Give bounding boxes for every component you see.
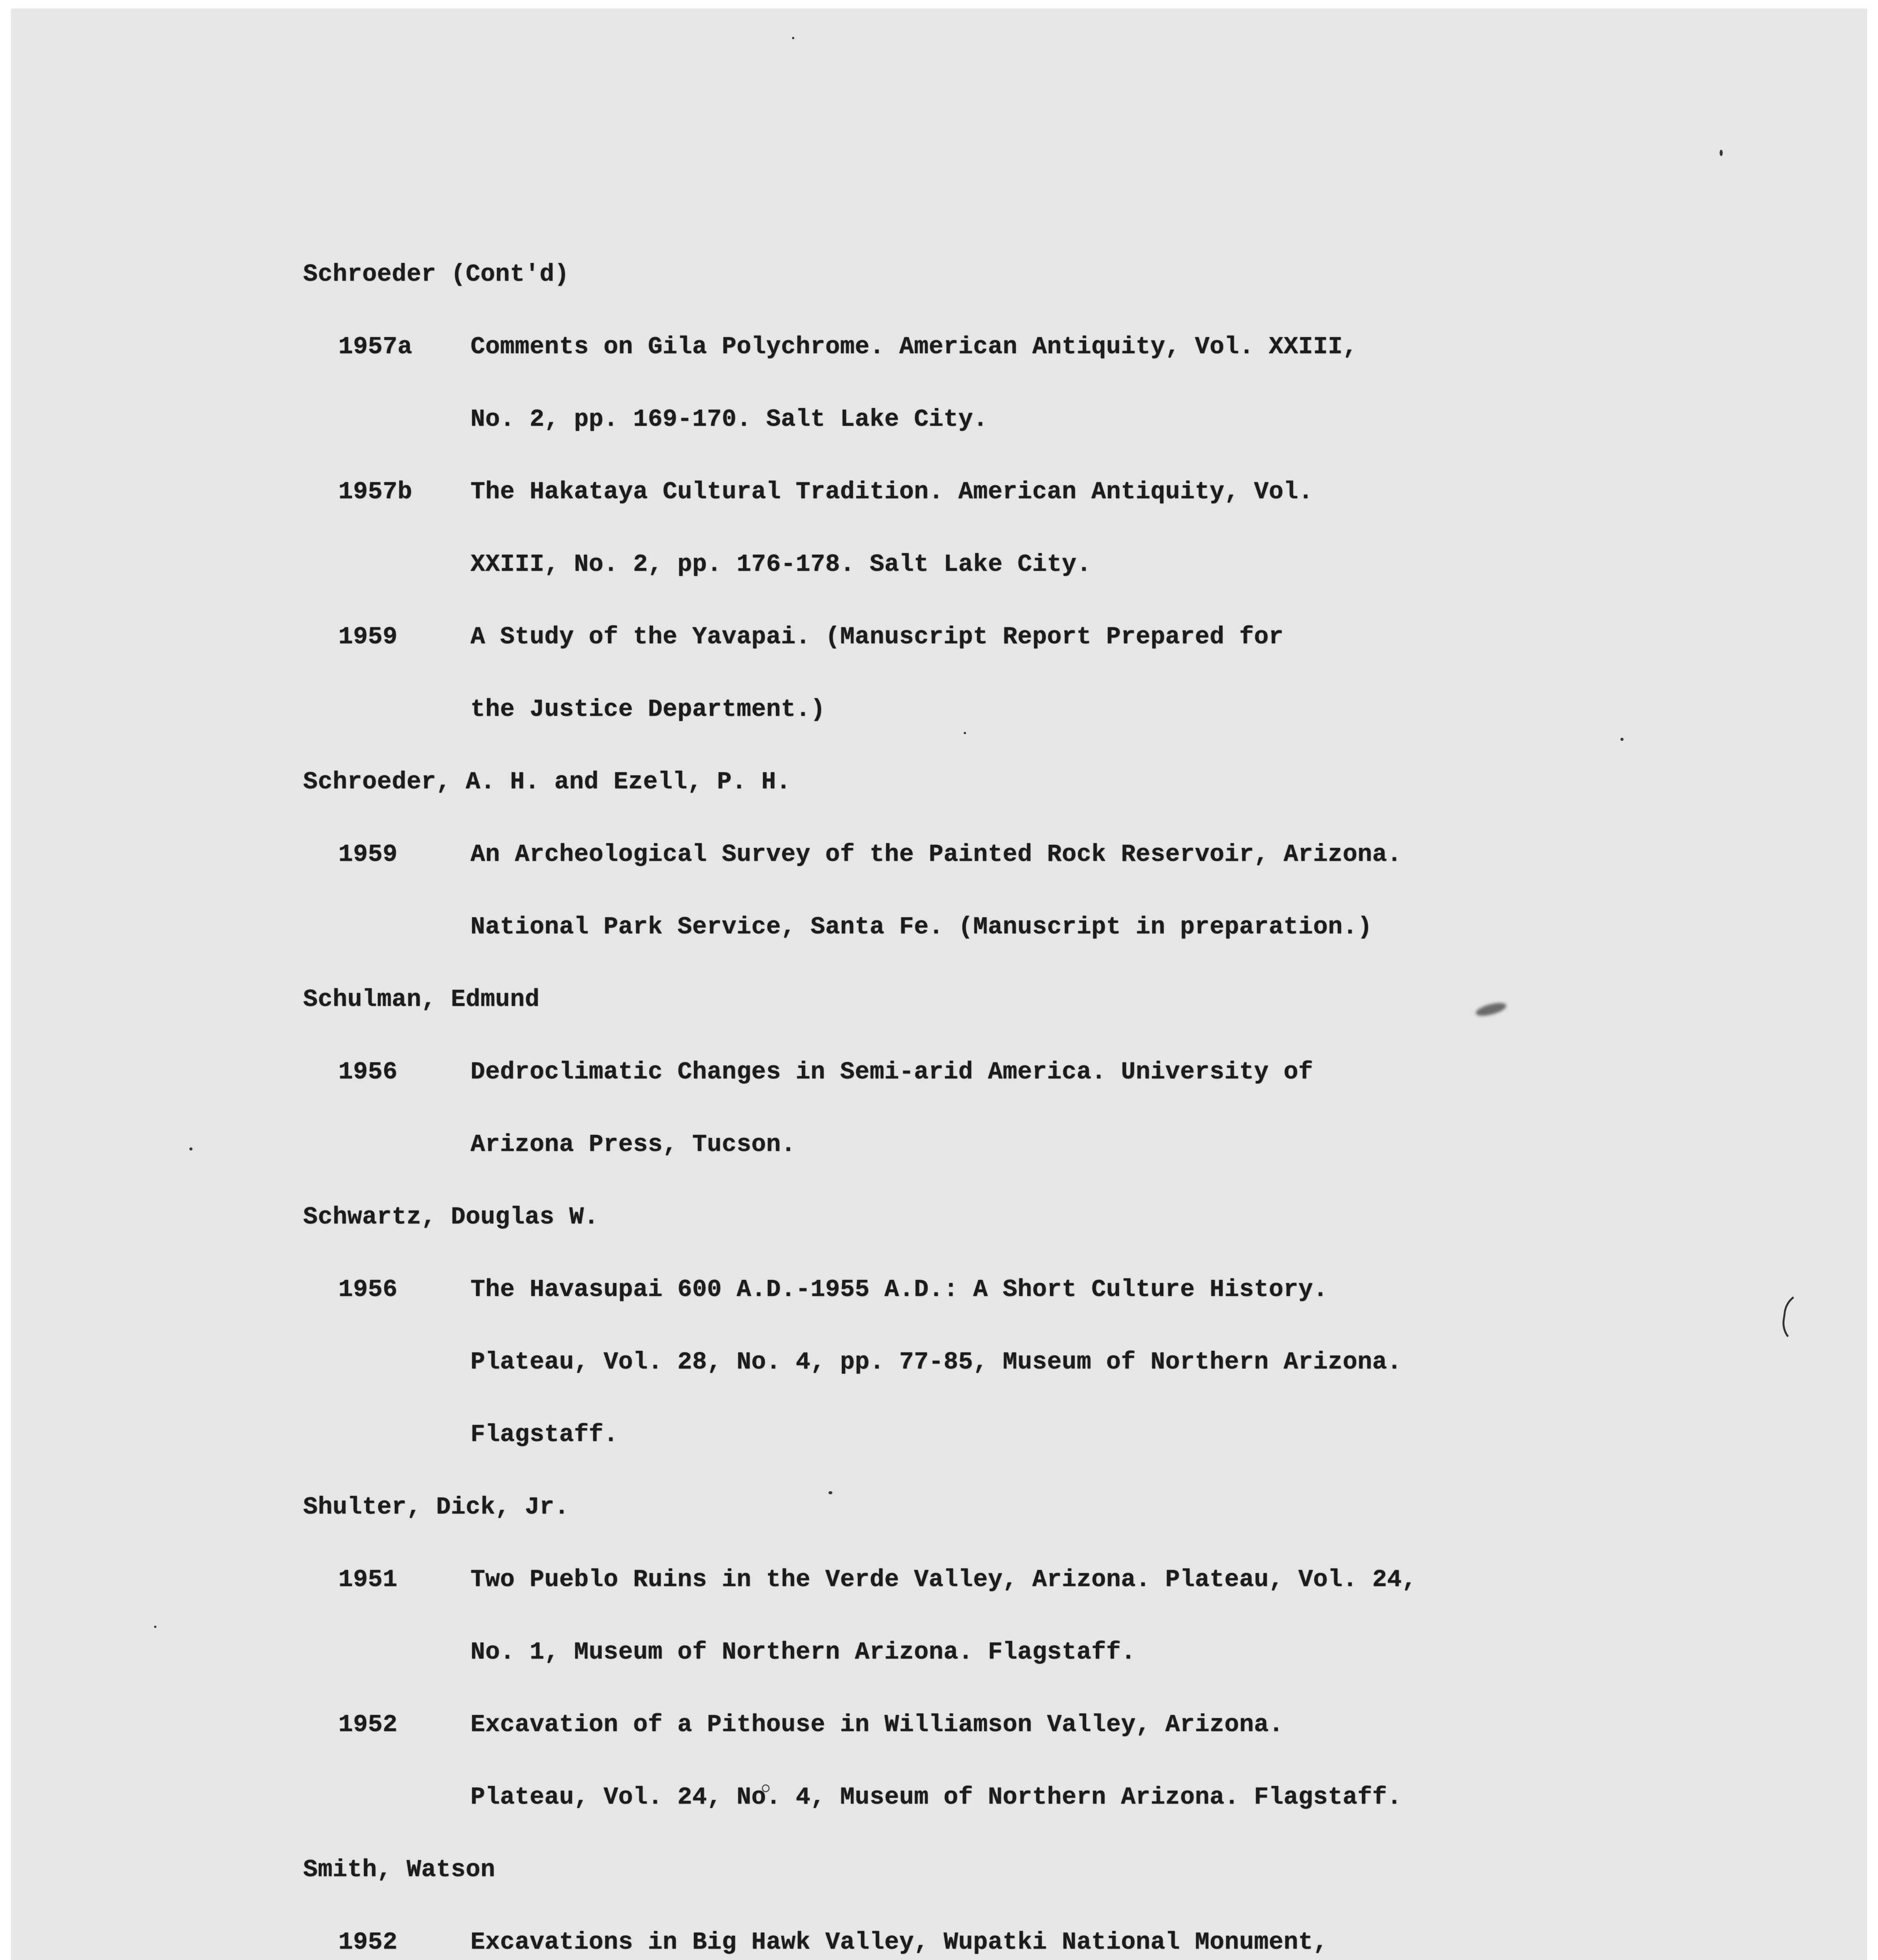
entry-text-continued: No. 2, pp. 169-170. Salt Lake City.	[470, 405, 988, 433]
author-heading: Schroeder, A. H. and Ezell, P. H.	[303, 768, 791, 796]
scan-speck	[792, 37, 794, 39]
entry-year: 1957a	[338, 333, 412, 361]
entry-year: 1959	[338, 623, 398, 651]
entry-text-continued: Plateau, Vol. 28, No. 4, pp. 77-85, Museum of Northern Arizona.	[470, 1348, 1402, 1376]
entry-year: 1957b	[338, 478, 412, 506]
entry-year: 1952	[338, 1711, 398, 1739]
author-heading: Shulter, Dick, Jr.	[303, 1493, 569, 1521]
scan-speck	[1720, 150, 1723, 156]
document-page	[11, 9, 1867, 1960]
entry-text-continued: Flagstaff.	[470, 1421, 619, 1448]
entry-text: Dedroclimatic Changes in Semi-arid America. University of	[470, 1058, 1313, 1086]
scan-smudge	[1475, 1000, 1507, 1018]
entry-text-continued: the Justice Department.)	[470, 695, 825, 723]
scan-speck	[1620, 738, 1624, 741]
entry-text-continued: No. 1, Museum of Northern Arizona. Flagstaff.	[470, 1638, 1136, 1666]
author-heading: Smith, Watson	[303, 1856, 496, 1884]
entry-year: 1951	[338, 1566, 398, 1593]
scan-speck	[964, 732, 966, 734]
entry-text-continued: Arizona Press, Tucson.	[470, 1131, 796, 1158]
author-heading: Schroeder (Cont'd)	[303, 260, 569, 288]
scan-speck	[828, 1491, 832, 1494]
entry-text: Comments on Gila Polychrome. American Antiquity, Vol. XXIII,	[470, 333, 1358, 361]
entry-text: An Archeological Survey of the Painted Rock Reservoir, Arizona.	[470, 840, 1402, 868]
entry-text-continued: Plateau, Vol. 24, No. 4, Museum of Northern Arizona. Flagstaff.	[470, 1783, 1402, 1811]
entry-text: The Hakataya Cultural Tradition. American Antiquity, Vol.	[470, 478, 1313, 506]
entry-year: 1956	[338, 1276, 398, 1303]
entry-text-continued: XXIII, No. 2, pp. 176-178. Salt Lake City.	[470, 550, 1092, 578]
entry-text: Excavation of a Pithouse in Williamson Valley, Arizona.	[470, 1711, 1284, 1739]
scan-mark	[1780, 1289, 1816, 1347]
author-heading: Schwartz, Douglas W.	[303, 1203, 599, 1231]
scan-speck	[189, 1147, 193, 1151]
entry-text: The Havasupai 600 A.D.-1955 A.D.: A Short Culture History.	[470, 1276, 1328, 1303]
entry-text: Two Pueblo Ruins in the Verde Valley, Arizona. Plateau, Vol. 24,	[470, 1566, 1417, 1593]
entry-year: 1952	[338, 1928, 398, 1956]
entry-year: 1959	[338, 840, 398, 868]
scan-speck	[154, 1626, 156, 1628]
entry-text: Excavations in Big Hawk Valley, Wupatki National Monument,	[470, 1928, 1328, 1956]
entry-year: 1956	[338, 1058, 398, 1086]
author-heading: Schulman, Edmund	[303, 985, 540, 1013]
entry-text-continued: National Park Service, Santa Fe. (Manuscript in preparation.)	[470, 913, 1373, 941]
scan-speck	[762, 1784, 770, 1792]
entry-text: A Study of the Yavapai. (Manuscript Report Prepared for	[470, 623, 1284, 651]
